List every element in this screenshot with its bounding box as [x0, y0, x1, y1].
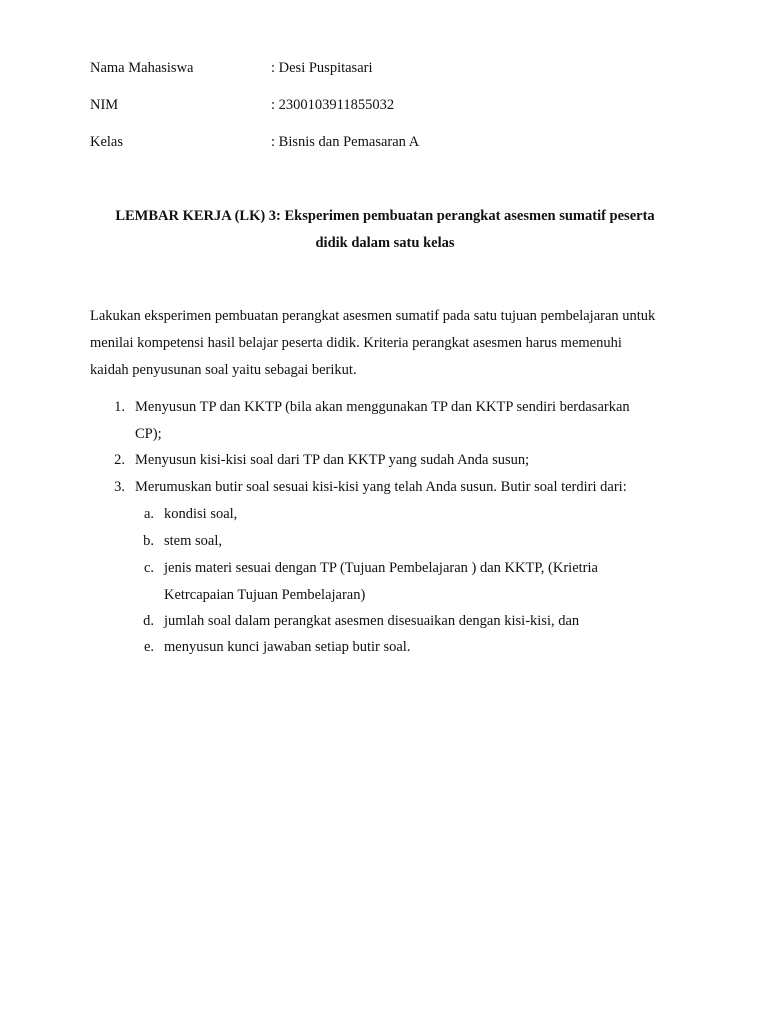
- list-item-1: [114, 394, 630, 448]
- class-label: Kelas: [90, 134, 124, 150]
- list-item-3: [114, 474, 627, 501]
- sub-marker-b: b.: [143, 533, 154, 549]
- sub-item-a: [143, 501, 238, 528]
- sub-item-e-text: menyusun kunci jawaban setiap butir soal.: [164, 639, 411, 655]
- nim-label: NIM: [90, 97, 119, 113]
- sub-item-c: [143, 555, 598, 609]
- list-marker-1: 1.: [114, 399, 125, 415]
- sub-item-d: [143, 608, 580, 635]
- intro-line-1: Lakukan eksperimen pembuatan perangkat asesmen sumatif pada satu tujuan pembelajaran untuk: [90, 308, 656, 324]
- sub-item-e: [143, 634, 411, 661]
- sub-marker-c: c.: [143, 560, 154, 576]
- sub-item-b: [143, 528, 222, 555]
- list-item-2-line-1: Menyusun kisi-kisi soal dari TP dan KKTP yang sudah Anda susun;: [135, 452, 530, 468]
- list-item-1-line-2: CP);: [135, 426, 162, 442]
- student-name-value: : Desi Puspitasari: [271, 60, 373, 76]
- sub-item-c-line-1: jenis materi sesuai dengan TP (Tujuan Pembelajaran ) dan KKTP, (Krietria: [164, 560, 598, 576]
- list-item-2: [114, 447, 530, 474]
- list-item-1-line-1: Menyusun TP dan KKTP (bila akan menggunakan TP dan KKTP sendiri berdasarkan: [135, 399, 630, 415]
- list-marker-3: 3.: [114, 479, 125, 495]
- sub-marker-a: a.: [143, 506, 154, 522]
- sub-item-c-line-2: Ketrcapaian Tujuan Pembelajaran): [164, 587, 366, 603]
- intro-line-2: menilai kompetensi hasil belajar peserta didik. Kriteria perangkat asesmen harus memenuhi: [90, 335, 622, 351]
- list-item-3-line-1: Merumuskan butir soal sesuai kisi-kisi yang telah Anda susun. Butir soal terdiri dari:: [135, 479, 627, 495]
- student-name-label: Nama Mahasiswa: [90, 60, 194, 76]
- sub-marker-e: e.: [143, 639, 154, 655]
- sub-item-a-text: kondisi soal,: [164, 506, 238, 522]
- intro-line-3: kaidah penyusunan soal yaitu sebagai berikut.: [90, 362, 357, 378]
- nim-value: : 2300103911855032: [271, 97, 395, 113]
- worksheet-title: [90, 203, 680, 257]
- list-marker-2: 2.: [114, 452, 125, 468]
- class-value: : Bisnis dan Pemasaran A: [271, 134, 420, 150]
- sub-item-b-text: stem soal,: [164, 533, 222, 549]
- title-line-2: didik dalam satu kelas: [315, 235, 455, 251]
- sub-item-d-text: jumlah soal dalam perangkat asesmen disesuaikan dengan kisi-kisi, dan: [164, 613, 580, 629]
- title-line-1: LEMBAR KERJA (LK) 3: Eksperimen pembuatan perangkat asesmen sumatif peserta: [115, 208, 655, 224]
- intro-paragraph: [90, 303, 690, 384]
- sub-marker-d: d.: [143, 613, 154, 629]
